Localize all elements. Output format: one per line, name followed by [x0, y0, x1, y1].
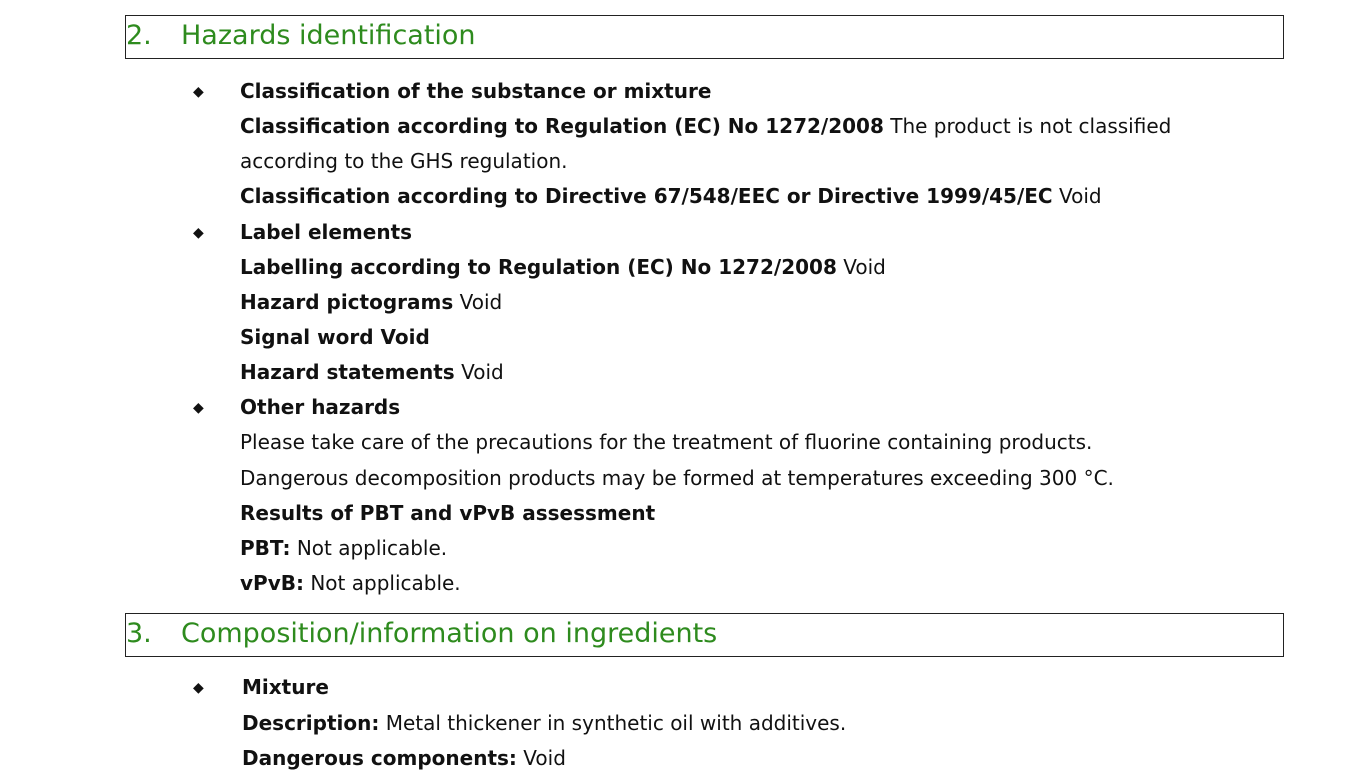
labelling-label: Labelling according to Regulation (EC) No 1272/2008 — [240, 255, 837, 279]
hazard-statements-label: Hazard statements — [240, 360, 455, 384]
vpvb-line — [240, 570, 461, 596]
pbt-label: PBT: — [240, 536, 291, 560]
signal-word-line: Signal word Void — [240, 325, 430, 349]
classification-directive-label: Classification according to Directive 67/548/EEC or Directive 1999/45/EC — [240, 184, 1053, 208]
hazard-statements-line — [240, 359, 504, 385]
dangerous-components-label: Dangerous components: — [242, 746, 517, 770]
bullet-icon: ◆ — [193, 84, 204, 100]
pbt-value: Not applicable. — [296, 536, 448, 560]
classification-directive-value: Void — [1058, 184, 1102, 208]
hazard-pictograms-value: Void — [459, 290, 503, 314]
section-2-title: Hazards identification — [181, 20, 476, 51]
mixture-description-label: Description: — [242, 711, 380, 735]
hazard-pictograms-label: Hazard pictograms — [240, 290, 454, 314]
classification-directive-line — [240, 183, 1102, 209]
vpvb-value: Not applicable. — [310, 571, 461, 595]
mixture-heading: Mixture — [242, 675, 329, 699]
labelling-line — [240, 254, 886, 280]
bullet-icon: ◆ — [193, 680, 204, 696]
section-2-header — [125, 15, 1284, 59]
hazard-pictograms-line — [240, 289, 502, 315]
label-elements-heading: Label elements — [240, 220, 413, 244]
mixture-description-line — [242, 710, 846, 736]
labelling-value: Void — [843, 255, 886, 279]
section-3-title: Composition/information on ingredients — [181, 618, 718, 649]
mixture-description-value: Metal thickener in synthetic oil with additives. — [385, 711, 847, 735]
vpvb-label: vPvB: — [240, 571, 304, 595]
classification-regulation-label: Classification according to Regulation (EC) No 1272/2008 — [240, 114, 884, 138]
other-hazards-text-1: Please take care of the precautions for the treatment of fluorine containing products. — [240, 430, 1093, 454]
bullet-icon: ◆ — [193, 400, 204, 416]
pbt-assessment-heading: Results of PBT and vPvB assessment — [240, 501, 656, 525]
dangerous-components-line — [242, 745, 566, 771]
classification-regulation-text: The product is not classified — [890, 114, 1172, 138]
section-2-number: 2. — [126, 20, 152, 51]
dangerous-components-value: Void — [523, 746, 566, 770]
section-3-number: 3. — [126, 618, 152, 649]
bullet-icon: ◆ — [193, 225, 204, 241]
classification-regulation-text-cont: according to the GHS regulation. — [240, 149, 568, 173]
other-hazards-text-2: Dangerous decomposition products may be formed at temperatures exceeding 300 °C. — [240, 466, 1114, 490]
pbt-line — [240, 535, 447, 561]
classification-regulation-line — [240, 113, 1171, 139]
hazard-statements-value: Void — [461, 360, 504, 384]
classification-heading: Classification of the substance or mixture — [240, 79, 712, 103]
other-hazards-heading: Other hazards — [240, 395, 401, 419]
section-3-header — [125, 613, 1284, 657]
